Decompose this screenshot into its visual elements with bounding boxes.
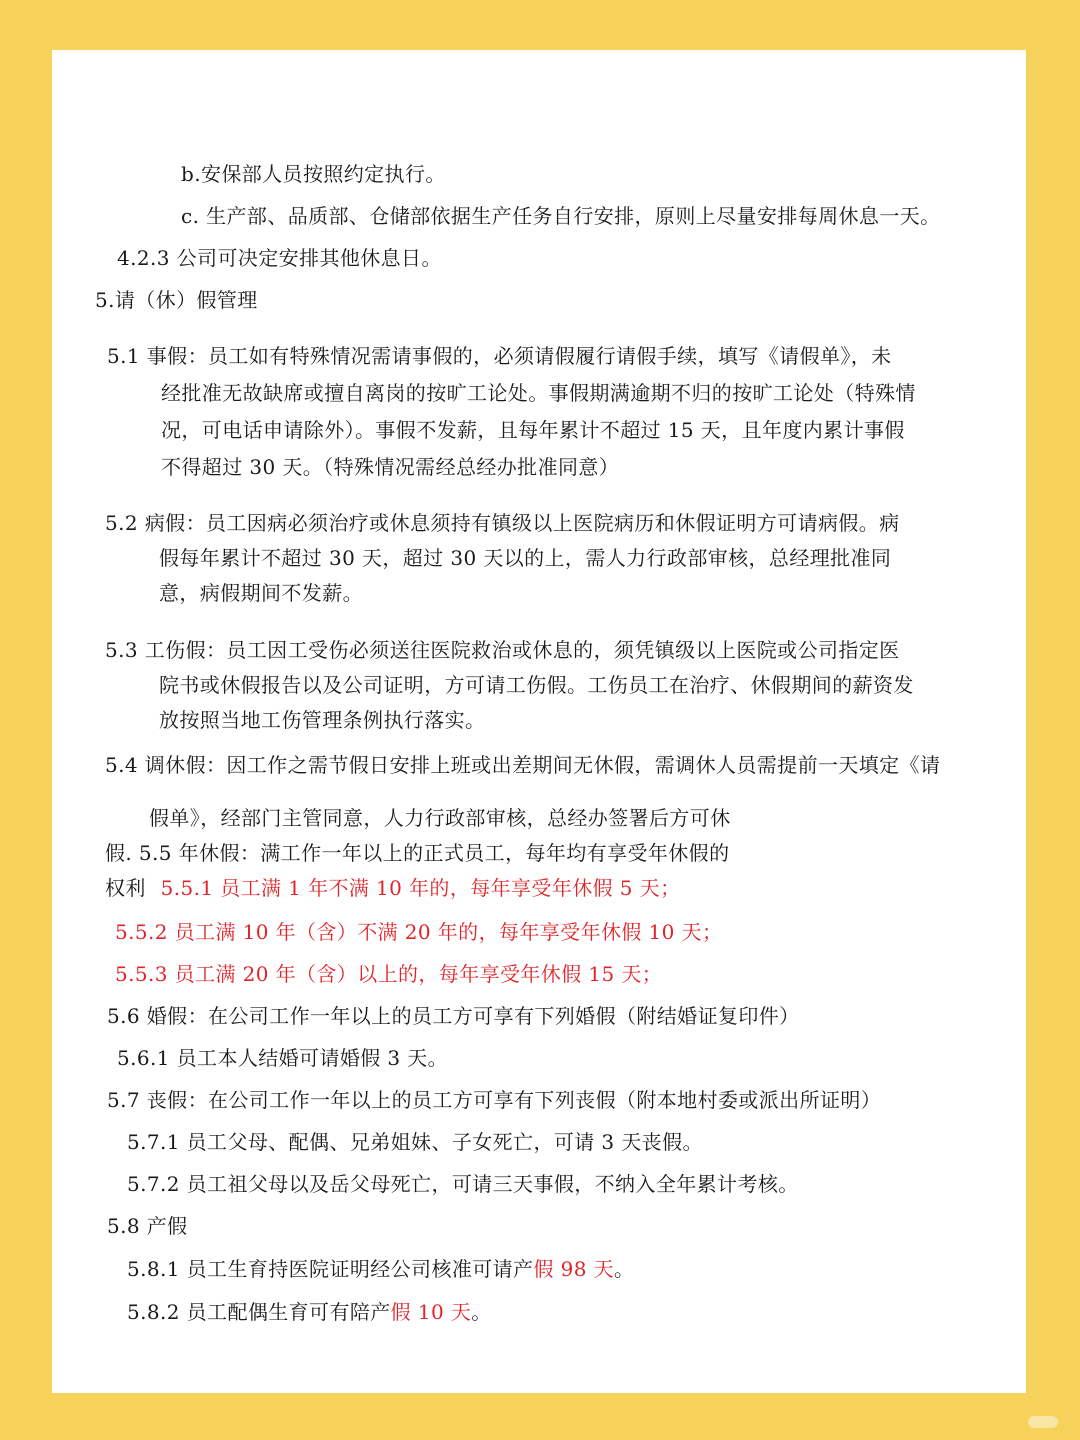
item-5-8-1 — [127, 1255, 634, 1283]
item-5-8-2 — [127, 1298, 492, 1326]
item-5-2-line-2: 假每年累计不超过 30 天，超过 30 天以的上，需人力行政部审核，总经理批准同 — [159, 546, 892, 570]
watermark-logo — [1028, 1416, 1058, 1428]
item-5-8-1-end: 。 — [614, 1257, 635, 1281]
item-5-7-1: 5.7.1 员工父母、配偶、兄弟姐妹、子女死亡，可请 3 天丧假。 — [127, 1130, 703, 1154]
item-5-8-2-text: 5.8.2 员工配偶生育可有陪产 — [127, 1300, 391, 1324]
section-5-heading: 5.请（休）假管理 — [95, 288, 258, 312]
item-5-8: 5.8 产假 — [107, 1214, 188, 1238]
item-5-1-line-3: 况，可电话申请除外）。事假不发薪，且每年累计不超过 15 天，且年度内累计事假 — [161, 418, 905, 442]
item-5-1-line-1: 5.1 事假：员工如有特殊情况需请事假的，必须请假履行请假手续，填写《请假单》，未 — [107, 344, 892, 368]
item-5-5-1: 5.5.1 员工满 1 年不满 10 年的，每年享受年休假 5 天； — [160, 876, 681, 900]
item-5-3-line-2: 院书或休假报告以及公司证明，方可请工伤假。工伤员工在治疗、休假期间的薪资发 — [159, 673, 914, 697]
item-5-1-line-4: 不得超过 30 天。（特殊情况需经总经办批准同意） — [161, 455, 620, 479]
item-5-3-line-1: 5.3 工伤假：员工因工受伤必须送往医院救治或休息的，须凭镇级以上医院或公司指定医 — [105, 638, 900, 662]
item-5-1-line-2: 经批准无故缺席或擅自离岗的按旷工论处。事假期满逾期不归的按旷工论处（特殊情 — [161, 381, 916, 405]
document-page — [52, 50, 1026, 1393]
item-5-5-3: 5.5.3 员工满 20 年（含）以上的，每年享受年休假 15 天； — [115, 962, 663, 986]
item-5-2-line-1: 5.2 病假：员工因病必须治疗或休息须持有镇级以上医院病历和休假证明方可请病假。病 — [105, 511, 900, 535]
item-5-7-2: 5.7.2 员工祖父母以及岳父母死亡，可请三天事假，不纳入全年累计考核。 — [127, 1172, 799, 1196]
item-5-8-1-days: 假 98 天 — [533, 1257, 615, 1281]
item-5-4-line-2: 假单》，经部门主管同意，人力行政部审核，总经办签署后方可休 — [149, 806, 731, 830]
item-4-2-2-c: c. 生产部、品质部、仓储部依据生产任务自行安排，原则上尽量安排每周休息一天。 — [181, 204, 941, 228]
item-5-8-2-end: 。 — [471, 1300, 492, 1324]
item-5-3-line-3: 放按照当地工伤管理条例执行落实。 — [159, 708, 486, 732]
item-5-8-2-days: 假 10 天 — [390, 1300, 472, 1324]
item-5-4-line-1: 5.4 调休假：因工作之需节假日安排上班或出差期间无休假，需调休人员需提前一天填定《请 — [105, 753, 941, 777]
item-4-2-2-b: b.安保部人员按照约定执行。 — [181, 162, 446, 186]
item-4-2-3: 4.2.3 公司可决定安排其他休息日。 — [117, 246, 442, 270]
item-5-5-rights-text: 权利 — [105, 876, 146, 900]
item-5-7: 5.7 丧假：在公司工作一年以上的员工方可享有下列丧假（附本地村委或派出所证明） — [107, 1088, 882, 1112]
item-5-8-1-text: 5.8.1 员工生育持医院证明经公司核准可请产 — [127, 1257, 534, 1281]
item-5-5-line-2 — [105, 874, 680, 902]
item-5-6-1: 5.6.1 员工本人结婚可请婚假 3 天。 — [117, 1046, 449, 1070]
item-5-5-2: 5.5.2 员工满 10 年（含）不满 20 年的，每年享受年休假 10 天； — [115, 920, 723, 944]
item-5-6: 5.6 婚假：在公司工作一年以上的员工方可享有下列婚假（附结婚证复印件） — [107, 1004, 800, 1028]
item-5-5-line-1: 假. 5.5 年休假：满工作一年以上的正式员工，每年均有享受年休假的 — [105, 841, 730, 865]
item-5-2-line-3: 意，病假期间不发薪。 — [159, 581, 363, 605]
